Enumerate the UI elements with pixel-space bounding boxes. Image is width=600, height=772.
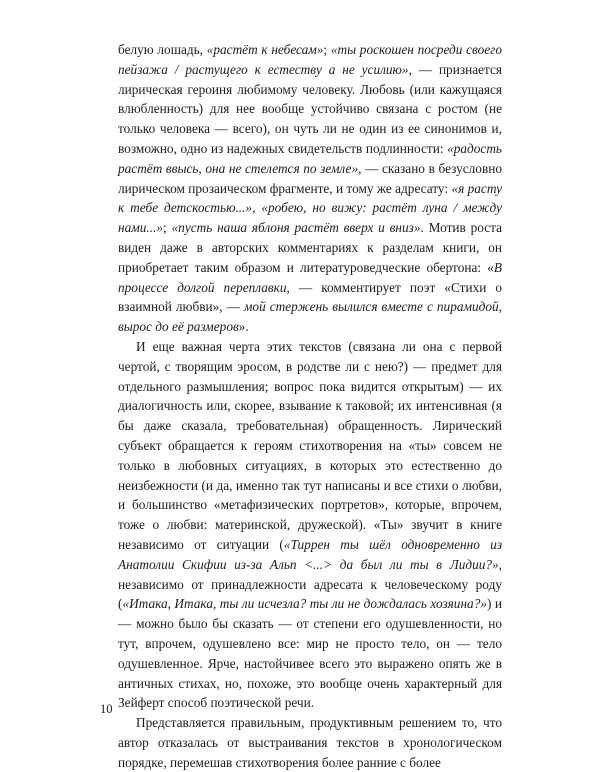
quote-italic: «растёт к небесам» — [206, 42, 324, 57]
quote-italic: мой стержень вылился вместе с пирамидой, вырос до её размеров — [118, 299, 502, 335]
text-run: , независимо от принадлежности адресата к человеческому роду ( — [118, 556, 502, 612]
body-text — [118, 40, 502, 772]
text-run: ; — [163, 220, 172, 236]
quote-italic: «Итака, Итака, ты ли исчезла? ты ли не дождалась хозяина?» — [122, 596, 487, 612]
text-run: , — [252, 200, 262, 216]
text-run: ». — [238, 319, 249, 335]
text-run: ) и — можно было бы сказать — от степени его одушевленности, но тут, впрочем, одушевлено все: мир не просто тело, он — тело одушевленное. Ярче, настойчивее всего это выражено опять же в античных стихах, но, похоже, это вообще очень характерный для Зейферт способ поэтической речи. — [118, 596, 502, 711]
text-run: белую лошадь, — [118, 42, 207, 57]
text-run: . Мотив роста виден даже в авторских комментариях к разделам книги, он приобретает таким образом и литературоведческие обертона: « — [118, 220, 502, 275]
paragraph-1 — [118, 40, 502, 337]
quote-italic: «радость растёт ввысь, она не стелется по земле» — [118, 140, 502, 176]
text-run: , — признается лирическая героиня любимому человеку. Любовь (или кажущаяся влюбленность) для нее вообще устойчиво связана с ростом (не только человека — всего), он чуть ли не один из ее синонимов и, возможно, одно из надежных свидетельств подлинности: — [118, 61, 502, 156]
text-run: ; — [323, 42, 331, 57]
text-run: Представляется правильным, продуктивным решением то, что автор отказалась от выстраивания текстов в хронологическом порядке, перемешав стихотворения более ранние с более — [118, 715, 502, 770]
paragraph-3 — [118, 713, 502, 772]
quote-italic: «я расту к тебе детскостью...» — [118, 180, 502, 216]
page-number: 10 — [100, 702, 113, 716]
paragraph-2 — [118, 337, 502, 713]
text-run: , — комментирует поэт «Стихи о взаимной любви», — — [118, 279, 502, 315]
quote-italic: «робею, но вижу: растёт луна / между нами...» — [118, 200, 502, 236]
quote-italic: «пусть наша яблоня растёт вверх и вниз» — [171, 220, 421, 236]
quote-italic: «ты роскошен посреди своего пейзажа / растущего к естеству а не усилию» — [118, 42, 502, 77]
text-run: И еще важная черта этих текстов (связана ли она с первой чертой, с творящим эросом, в родстве ли с нею?) — предмет для отдельного размышления; вопрос пока видится открытым) — их диалогичность или, скорее, взывание к таковой; их интенсивная (я бы даже сказала, требовательная) обращенность. Лирический субъект обращается к героям стихотворения на «ты» совсем не только в любовных ситуациях, в которых это естественно до неизбежности (и да, именно так тут написаны и все стихи о любви, и большинство «метафизических портретов», которые, впрочем, тоже о любви: материнской, дружеской). «Ты» звучит в книге независимо от ситуации ( — [118, 338, 502, 552]
quote-italic: В процессе долгой переплавки — [118, 259, 502, 295]
quote-italic: «Тиррен ты шёл одновременно из Анатолии Скифии из-за Альп <...> да был ли ты в Лидии?» — [118, 536, 503, 572]
text-run: , — сказано в безусловно лирическом прозаическом фрагменте, и тому же адресату: — [118, 160, 502, 196]
